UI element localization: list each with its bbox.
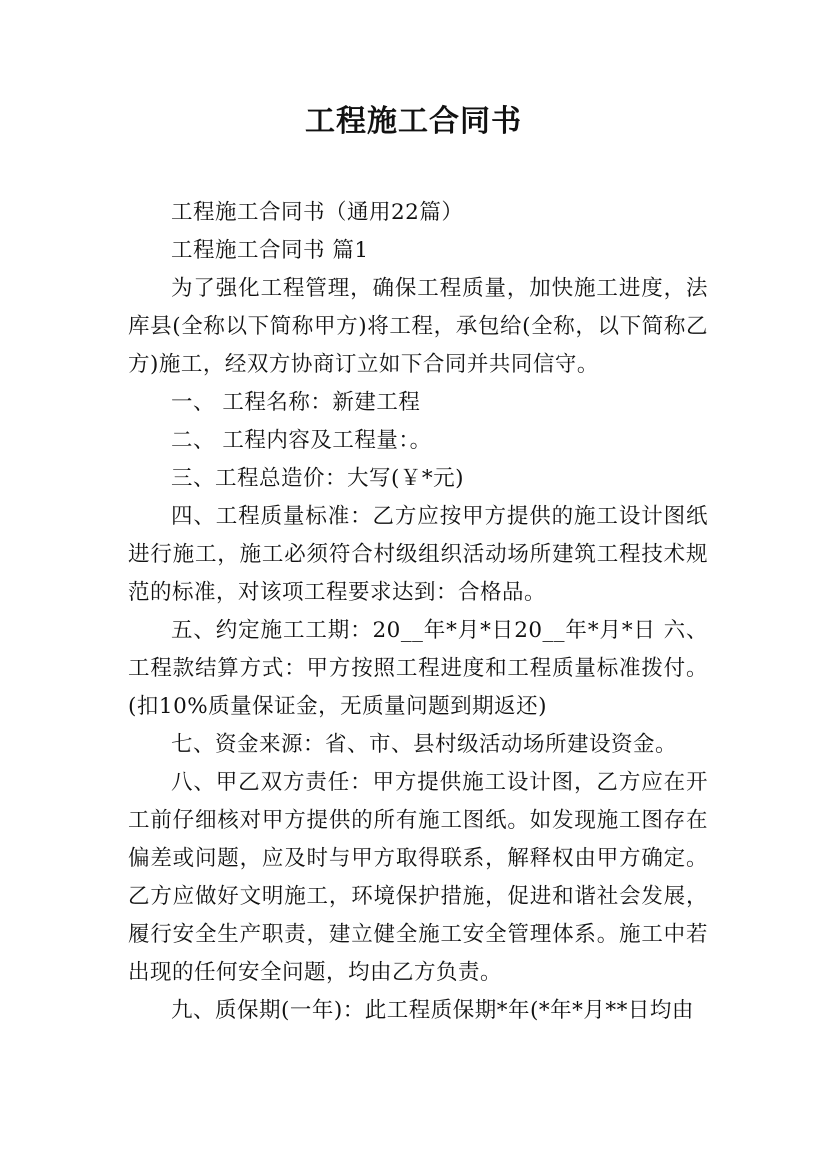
paragraph-warranty: 九、质保期(一年)：此工程质保期*年(*年*月**日均由: [171, 998, 694, 1023]
paragraph-quality-standard: 四、工程质量标准：乙方应按甲方提供的施工设计图纸进行施工，施工必须符合村级组织活动场所建筑工程技术规范的标准，对该项工程要求达到：合格品。: [128, 504, 708, 605]
paragraph-project-name: 一、 工程名称：新建工程: [171, 390, 421, 415]
paragraph-project-content: 二、 工程内容及工程量：。: [171, 428, 432, 453]
paragraph-funding-source: 七、资金来源：省、市、县村级活动场所建设资金。: [171, 732, 678, 757]
document-body: [128, 194, 708, 1030]
paragraph-total-cost: 三、工程总造价：大写(￥*元): [171, 466, 465, 491]
paragraph-intro: 为了强化工程管理，确保工程质量，加快施工进度，法库县(全称以下简称甲方)将工程，承包给(全称，以下简称乙方)施工，经双方协商订立如下合同并共同信守。: [128, 276, 708, 377]
document-title: 工程施工合同书: [305, 104, 522, 139]
paragraph-section-heading: 工程施工合同书 篇1: [171, 238, 369, 263]
paragraph-subtitle: 工程施工合同书（通用22篇）: [171, 200, 464, 225]
paragraph-schedule-payment: 五、约定施工工期：20__年*月*日20__年*月*日 六、工程款结算方式：甲方按照工程进度和工程质量标准拨付。(扣10%质量保证金，无质量问题到期返还): [128, 618, 708, 719]
paragraph-responsibilities: 八、甲乙双方责任：甲方提供施工设计图，乙方应在开工前仔细核对甲方提供的所有施工图纸。如发现施工图存在偏差或问题，应及时与甲方取得联系，解释权由甲方确定。乙方应做好文明施工，环境保护措施，促进和谐社会发展，履行安全生产职责，建立健全施工安全管理体系。施工中若出现的任何安全问题，均由乙方负责。: [128, 770, 708, 985]
